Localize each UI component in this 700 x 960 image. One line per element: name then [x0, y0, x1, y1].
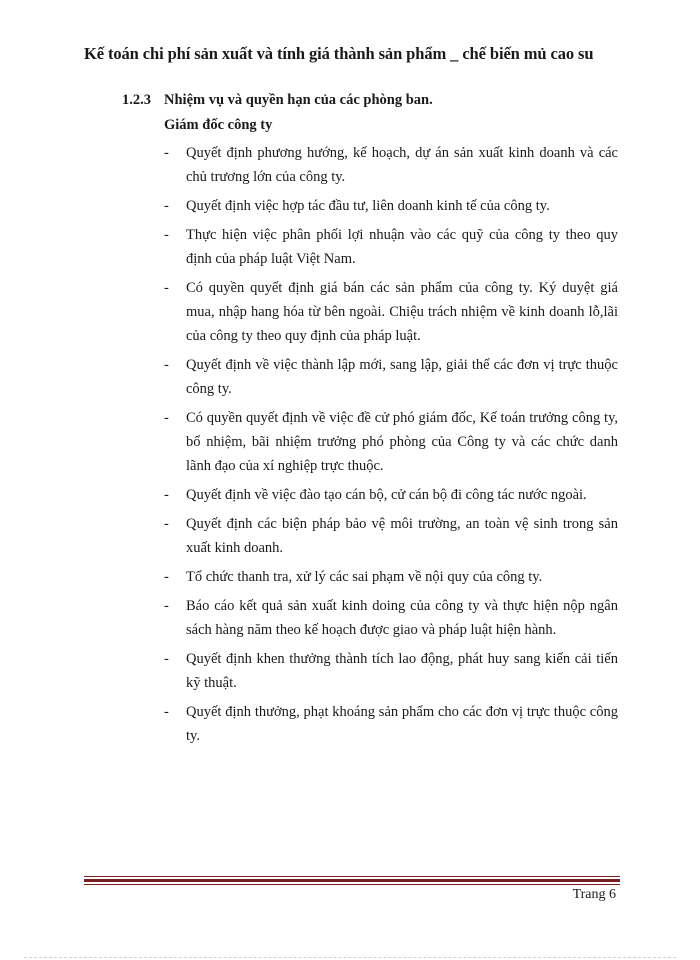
section-number: 1.2.3: [122, 92, 151, 108]
footer-rule: [84, 876, 620, 877]
list-item-text: Tổ chức thanh tra, xử lý các sai phạm về nội quy của công ty.: [186, 569, 543, 585]
section-title: Nhiệm vụ và quyền hạn của các phòng ban.: [164, 92, 433, 108]
list-item: [164, 565, 618, 589]
duty-list: [164, 141, 618, 753]
list-item-text: Có quyền quyết định về việc đề cử phó giám đốc, Kế toán trưởng công ty, bổ nhiệm, bãi nhiệm trưởng phó phòng của Công ty và các chức danh lãnh đạo của xí nghiệp trực thuộc.: [186, 410, 618, 474]
bullet-dash: -: [164, 516, 169, 532]
list-item-text: Có quyền quyết định giá bán các sản phẩm của công ty. Ký duyệt giá mua, nhập hang hóa từ bên ngoài. Chiệu trách nhiệm về kinh doanh lỗ,lãi của công ty theo quy định của pháp luật.: [186, 280, 618, 344]
list-item-text: Thực hiện việc phân phối lợi nhuận vào các quỹ của công ty theo quy định của pháp luật Việt Nam.: [186, 227, 618, 267]
page-number: Trang 6: [572, 887, 616, 902]
bullet-dash: -: [164, 198, 169, 214]
list-item-text: Quyết định phương hướng, kế hoạch, dự án sản xuất kinh doanh và các chủ trương lớn của công ty.: [186, 145, 618, 185]
list-item-text: Quyết định việc hợp tác đầu tư, liên doanh kinh tế của công ty.: [186, 198, 550, 214]
list-item-text: Quyết định về việc thành lập mới, sang lập, giải thể các đơn vị trực thuộc công ty.: [186, 357, 618, 397]
bullet-dash: -: [164, 145, 169, 161]
list-item: [164, 406, 618, 478]
bullet-dash: -: [164, 651, 169, 667]
list-item-text: Quyết định thưởng, phạt khoáng sản phẩm cho các đơn vị trực thuộc công ty.: [186, 704, 618, 744]
bullet-dash: -: [164, 487, 169, 503]
list-item: [164, 353, 618, 401]
list-item: [164, 647, 618, 695]
bullet-dash: -: [164, 227, 169, 243]
list-item: [164, 483, 618, 507]
list-item: [164, 276, 618, 348]
list-item: [164, 594, 618, 642]
section-heading: [122, 92, 433, 109]
footer-rule-thick: [84, 879, 620, 882]
list-item: [164, 141, 618, 189]
list-item: [164, 700, 618, 748]
list-item-text: Quyết định khen thưởng thành tích lao động, phát huy sang kiến cải tiến kỹ thuật.: [186, 651, 618, 691]
bullet-dash: -: [164, 598, 169, 614]
footer-rule: [84, 884, 620, 885]
document-header-title: Kế toán chi phí sản xuất và tính giá thành sản phẩm _ chế biến mủ cao su: [84, 44, 594, 63]
list-item-text: Báo cáo kết quả sản xuất kinh doing của công ty và thực hiện nộp ngân sách hàng năm theo kế hoạch được giao và pháp luật hiện hành.: [186, 598, 618, 638]
list-item: [164, 512, 618, 560]
sub-heading: Giám đốc công ty: [164, 117, 273, 133]
list-item-text: Quyết định các biện pháp bảo vệ môi trường, an toàn vệ sinh trong sản xuất kinh doanh.: [186, 516, 618, 556]
bullet-dash: -: [164, 280, 169, 296]
list-item: [164, 194, 618, 218]
bullet-dash: -: [164, 410, 169, 426]
bullet-dash: -: [164, 357, 169, 373]
list-item: [164, 223, 618, 271]
page-edge-divider: [24, 957, 676, 958]
bullet-dash: -: [164, 704, 169, 720]
bullet-dash: -: [164, 569, 169, 585]
list-item-text: Quyết định về việc đào tạo cán bộ, cử cán bộ đi công tác nước ngoài.: [186, 487, 587, 503]
